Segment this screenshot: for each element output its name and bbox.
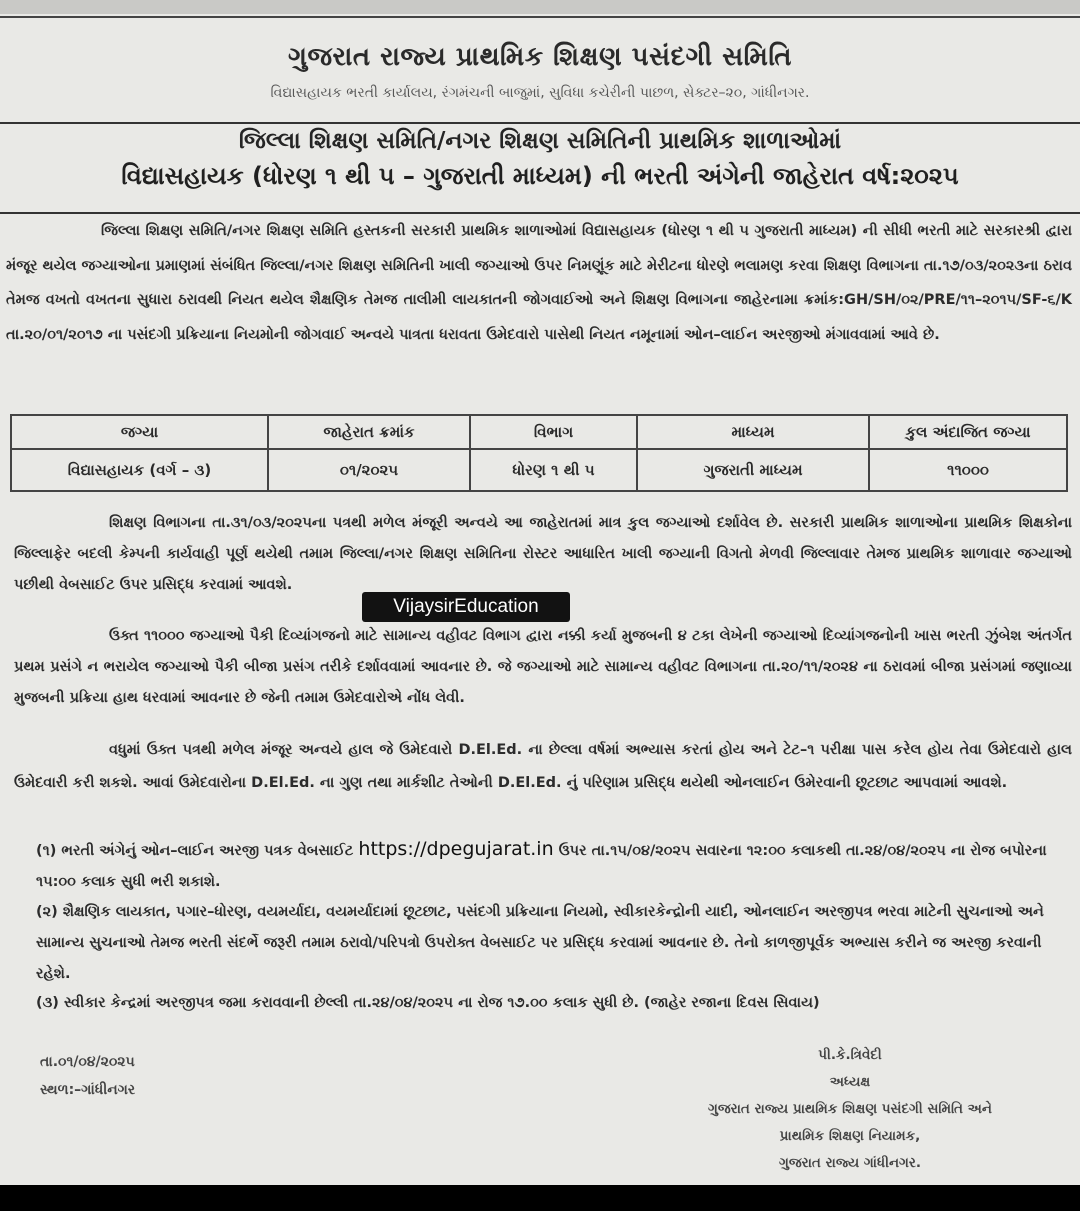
intro-paragraph: જિલ્લા શિક્ષણ સમિતિ/નગર શિક્ષણ સમિતિ હસ્તકની સરકારી પ્રાથમિક શાળાઓમાં વિદ્યાસહાયક (ધોરણ ૧ થી ૫ ગુજરાતી માધ્યમ) ની સીધી ભરતી માટે સરકારશ્રી દ્વારા મંજૂર થયેલ જગ્યાઓના પ્રમાણમાં સંબંધિત જિલ્લા/નગર શિક્ષણ સમિતિની ખાલી જગ્યાઓ ઉપર નિમણૂંક માટે મેરીટના ધોરણે ભલામણ કરવા શિક્ષણ વિભાગના તા.૧૭/૦૩/૨૦૨૩ના ઠરાવ તેમજ વખતો વખતના સુધારા ઠરાવથી નિયત થયેલ શૈક્ષણિક તેમજ તાલીમી લાયકાતની જોગવાઈઓ અને શિક્ષણ વિભાગના જાહેરનામા ક્રમાંક:GH/SH/૦૨/PRE/૧૧–૨૦૧૫/SF-૬/K તા.૨૦/૦૧/૨૦૧૭ ના પસંદગી પ્રક્રિયાના નિયમોની જોગવાઈ અન્વયે પાત્રતા ધરાવતા ઉમેદવારો પાસેથી નિયત નમૂનામાં ઓન–લાઈન અરજીઓ મંગાવવામાં આવે છે. (6, 223, 1072, 343)
table-header-row (11, 415, 1067, 449)
instruction-item-2: (૨) શૈક્ષણિક લાયકાત, પગાર–ધોરણ, વયમર્યાદા, વયમર્યાદામાં છૂટછાટ, પસંદગી પ્રક્રિયાના નિયમો, સ્વીકારકેન્દ્રોની યાદી, ઓનલાઈન અરજીપત્ર ભરવા માટેની સુચનાઓ અને સામાન્ય સુચનાઓ તેમજ ભરતી સંદર્ભે જરૂરી તમામ ઠરાવો/પરિપત્રો ઉપરોક્ત વેબસાઈટ પર પ્રસિદ્ધ કરવામાં આવનાર છે. તેનો કાળજીપૂર્વક અભ્યાસ કરીને જ અરજી કરવાની રહેશે. (36, 904, 1044, 982)
table-cell: ધોરણ ૧ થી ૫ (470, 449, 637, 491)
paragraph-vacancy-details: શિક્ષણ વિભાગના તા.૩૧/૦૩/૨૦૨૫ના પત્રથી મળેલ મંજૂરી અન્વયે આ જાહેરાતમાં માત્ર કુલ જગ્યાઓ દર્શાવેલ છે. સરકારી પ્રાથમિક શાળાઓના પ્રાથમિક શિક્ષકોના જિલ્લાફેર બદલી કેમ્પની કાર્યવાહી પૂર્ણ થયેથી તમામ જિલ્લા/નગર શિક્ષણ સમિતિના રોસ્ટર આધારિત ખાલી જગ્યાની વિગતો મેળવી જિલ્લાવાર તેમજ પ્રાથમિક શાળાવાર જગ્યાઓ પછીથી વેબસાઈટ ઉપર પ્રસિદ્ધ કરવામાં આવશે. (14, 515, 1072, 593)
notice-title-box (0, 122, 1080, 214)
instruction-item-1-text: (૧) ભરતી અંગેનું ઓન–લાઈન અરજી પત્રક વેબસાઈટ (36, 843, 354, 859)
org-title: ગુજરાત રાજ્ય પ્રાથમિક શિક્ષણ પસંદગી સમિતિ (287, 42, 793, 72)
notice-title-line1: જિલ્લા શિક્ષણ સમિતિ/નગર શિક્ષણ સમિતિની પ્રાથમિક શાળાઓમાં (238, 128, 842, 154)
notice-title-line2: વિદ્યાસહાયક (ધોરણ ૧ થી ૫ – ગુજરાતી માધ્યમ) ની ભરતી અંગેની જાહેરાત વર્ષ:૨૦૨૫ (121, 162, 959, 190)
table-header-cell: જગ્યા (11, 415, 268, 449)
instruction-item-1 (36, 834, 1070, 898)
top-shadow (0, 0, 1080, 14)
paragraph-deled-candidates: વધુમાં ઉક્ત પત્રથી મળેલ મંજૂર અન્વયે હાલ જે ઉમેદવારો D.El.Ed. ના છેલ્લા વર્ષમાં અભ્યાસ કરતાં હોય અને ટેટ–૧ પરીક્ષા પાસ કરેલ હોય તેવા ઉમેદવારો હાલ ઉમેદવારી કરી શકશે. આવાં ઉમેદવારોના D.El.Ed. ના ગુણ તથા માર્કશીટ તેઓની D.El.Ed. નું પરિણામ પ્રસિદ્ધ થયેથી ઓનલાઈન ઉમેરવાની છૂટછાટ આપવામાં આવશે. (14, 742, 1072, 791)
table-cell: વિદ્યાસહાયક (વર્ગ – ૩) (11, 449, 268, 491)
vacancy-table (10, 414, 1068, 492)
date-place-block (40, 1048, 135, 1104)
table-cell: ગુજરાતી માધ્યમ (637, 449, 869, 491)
instruction-item-3: (૩) સ્વીકાર કેન્દ્રમાં અરજીપત્ર જમા કરાવવાની છેલ્લી તા.૨૪/૦૪/૨૦૨૫ ના રોજ ૧૭.૦૦ કલાક સુધી છે. (જાહેર રજાના દિવસ સિવાય) (36, 995, 820, 1011)
website-link[interactable]: https://dpegujarat.in (358, 838, 554, 860)
instruction-item-1-dates: ઉપર તા.૧૫/૦૪/૨૦૨૫ સવારના ૧૨:૦૦ કલાકથી તા.૨૪/૦૪/૨૦૨૫ ના રોજ બપોરના ૧૫:૦૦ કલાક સુધી ભરી શકાશે. (36, 843, 1047, 890)
notice-place: સ્થળ:–ગાંધીનગર (40, 1082, 136, 1098)
header-box (0, 16, 1080, 124)
table-row (11, 449, 1067, 491)
signature-block (640, 1042, 1060, 1177)
signatory-name: પી.કે.ત્રિવેદી (818, 1047, 882, 1063)
signatory-designation: અધ્યક્ષ (829, 1074, 871, 1090)
bottom-black-bar (0, 1185, 1080, 1211)
signatory-line-2: પ્રાથમિક શિક્ષણ નિયામક, (779, 1128, 921, 1144)
paragraph-divyang-reservation: ઉક્ત ૧૧૦૦૦ જગ્યાઓ પૈકી દિવ્યાંગજનો માટે સામાન્ય વહીવટ વિભાગ દ્વારા નક્કી કર્યા મુજબની ૪ ટકા લેખેની જગ્યાઓ દિવ્યાંગજનોની ખાસ ભરતી ઝુંબેશ અંતર્ગત પ્રથમ પ્રસંગે ન ભરાયેલ જગ્યાઓ પૈકી બીજા પ્રસંગ તરીકે દર્શાવવામાં આવનાર છે. જે જગ્યાઓ માટે સામાન્ય વહીવટ વિભાગના તા.૨૦/૧૧/૨૦૨૪ ના ઠરાવમાં બીજા પ્રસંગમાં જણાવ્યા મુજબની પ્રક્રિયા હાથ ધરવામાં આવનાર છે જેની તમામ ઉમેદવારોએ નોંધ લેવી. (14, 628, 1072, 706)
table-cell: ૦૧/૨૦૨૫ (268, 449, 470, 491)
table-header-cell: કુલ અંદાજિત જગ્યા (869, 415, 1067, 449)
watermark-label: VijaysirEducation (362, 592, 570, 622)
signatory-line-3: ગુજરાત રાજ્ય ગાંધીનગર. (779, 1155, 921, 1171)
table-header-cell: માધ્યમ (637, 415, 869, 449)
signatory-line-1: ગુજરાત રાજ્ય પ્રાથમિક શિક્ષણ પસંદગી સમિતિ અને (708, 1101, 992, 1117)
table-cell: ૧૧૦૦૦ (869, 449, 1067, 491)
org-address: વિદ્યાસહાયક ભરતી કાર્યાલય, રંગમંચની બાજુમાં, સુવિધા કચેરીની પાછળ, સેક્ટર–૨૦, ગાંધીનગર. (270, 85, 810, 101)
table-header-cell: જાહેરાત ક્રમાંક (268, 415, 470, 449)
notice-date: તા.૦૧/૦૪/૨૦૨૫ (40, 1054, 135, 1070)
table-header-cell: વિભાગ (470, 415, 637, 449)
